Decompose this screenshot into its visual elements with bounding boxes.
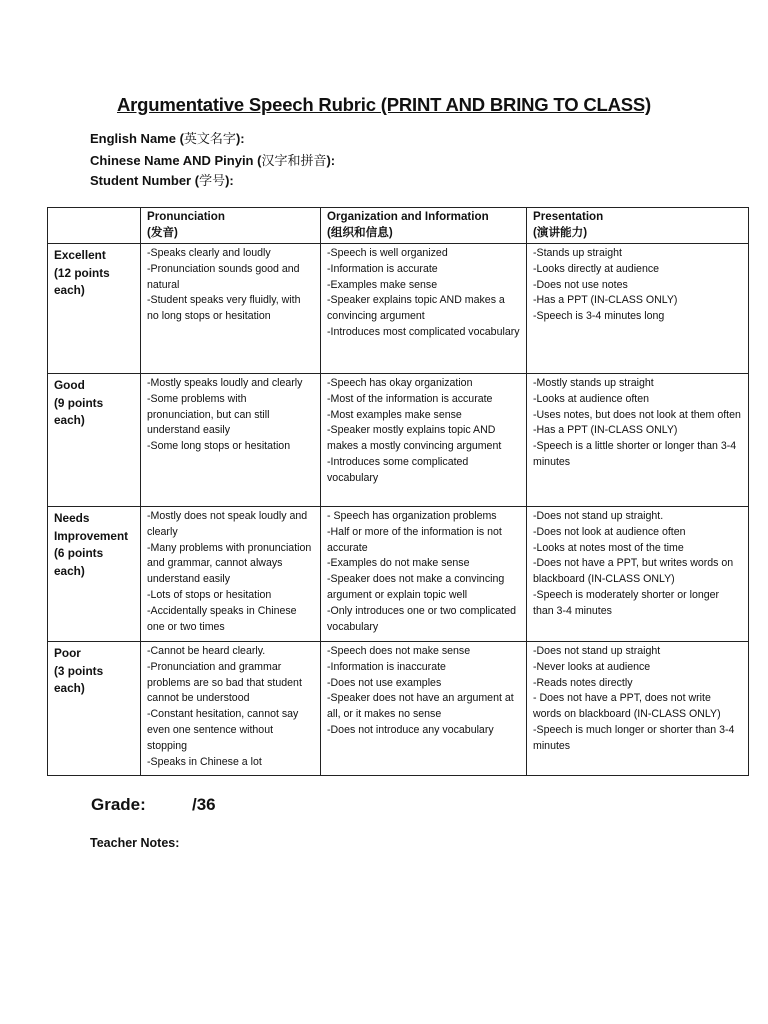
criterion-item: -Does not look at audience often: [533, 525, 686, 538]
criterion-item: -Looks directly at audience: [533, 262, 660, 275]
criterion-item: -Examples do not make sense: [327, 557, 470, 570]
criterion-item: -Many problems with pronunciation and grammar, cannot always understand easily: [147, 541, 312, 586]
header-empty-cell: [48, 208, 141, 244]
criterion-item: -Never looks at audience: [533, 660, 651, 673]
organization-cell: [321, 244, 527, 374]
criterion-item: -Reads notes directly: [533, 676, 633, 689]
english-name-label: English Name (: [90, 131, 184, 146]
criterion-item: -Speech has okay organization: [327, 377, 473, 389]
criterion-item: -Speaker mostly explains topic AND makes a mostly convincing argument: [327, 424, 502, 453]
presentation-cell: [527, 507, 749, 642]
organization-cell: [321, 507, 527, 642]
criterion-item: -Speech is much longer or shorter than 3-4 minutes: [533, 723, 735, 752]
pronunciation-cell: [141, 507, 321, 642]
criterion-item: -Information is inaccurate: [327, 660, 446, 673]
header-row: [48, 208, 749, 244]
criterion-item: -Mostly speaks loudly and clearly: [147, 377, 303, 389]
grade-label: Grade:: [91, 795, 146, 814]
level-name: Needs Improvement: [54, 511, 129, 543]
rubric-table: [47, 207, 749, 776]
table-row: [48, 507, 749, 642]
criterion-item: -Introduces most complicated vocabulary: [327, 325, 520, 338]
level-cell: [48, 507, 141, 642]
criterion-item: -Does not introduce any vocabulary: [327, 723, 494, 736]
criterion-item: -Does not have a PPT, but writes words on blackboard (IN-CLASS ONLY): [533, 557, 734, 586]
criterion-item: -Information is accurate: [327, 262, 438, 275]
presentation-cell: [527, 642, 749, 776]
criterion-item: -Looks at audience often: [533, 392, 650, 405]
criterion-item: -Speaker explains topic AND makes a convincing argument: [327, 294, 505, 323]
grade-line: [91, 795, 216, 815]
chinese-name-label: Chinese Name AND Pinyin (: [90, 153, 262, 168]
header-organization-name: Organization and Information: [327, 210, 489, 223]
level-each: each): [54, 563, 85, 578]
criterion-item: -Some problems with pronunciation, but can still understand easily: [147, 392, 270, 437]
criterion-item: -Constant hesitation, cannot say even one sentence without stopping: [147, 708, 299, 752]
header-organization-cn: (组织和信息): [327, 226, 393, 239]
criterion-item: -Speech is a little shorter or longer than 3-4 minutes: [533, 440, 737, 468]
english-name-chinese: 英文名字: [183, 132, 236, 147]
level-each: each): [54, 413, 85, 427]
chinese-name-field: [90, 150, 335, 169]
header-pronunciation-name: Pronunciation: [147, 210, 225, 223]
level-cell: [48, 244, 141, 374]
teacher-notes-label: Teacher Notes:: [90, 836, 180, 850]
criterion-item: - Speech has organization problems: [327, 510, 497, 522]
criterion-item: -Introduces some complicated vocabulary: [327, 455, 469, 484]
criterion-item: -Speech is moderately shorter or longer than 3-4 minutes: [533, 588, 720, 617]
header-organization: [321, 208, 527, 244]
table-row: [48, 642, 749, 776]
criterion-item: -Only introduces one or two complicated vocabulary: [327, 604, 517, 633]
criterion-item: -Most of the information is accurate: [327, 392, 493, 405]
level-points: (12 points: [54, 265, 110, 280]
criterion-item: -Mostly does not speak loudly and clearly: [147, 510, 308, 538]
criterion-item: -Speaks clearly and loudly: [147, 247, 271, 259]
header-pronunciation-cn: (发音): [147, 226, 178, 239]
criterion-item: -Mostly stands up straight: [533, 377, 654, 389]
level-each: each): [54, 283, 85, 297]
student-number-end: ):: [225, 173, 234, 188]
criterion-item: -Examples make sense: [327, 278, 438, 291]
pronunciation-cell: [141, 244, 321, 374]
criterion-item: -Uses notes, but does not look at them often: [533, 408, 741, 421]
level-points: (6 points: [54, 546, 104, 560]
criterion-item: -Looks at notes most of the time: [533, 541, 684, 554]
criterion-item: -Speech does not make sense: [327, 645, 471, 657]
criterion-item: -Some long stops or hesitation: [147, 440, 291, 453]
header-pronunciation: [141, 208, 321, 244]
criterion-item: -Does not stand up straight: [533, 645, 661, 657]
level-cell: [48, 642, 141, 776]
criterion-item: -Speaker does not have an argument at all, or it makes no sense: [327, 692, 514, 721]
chinese-name-end: ):: [326, 153, 336, 168]
level-name: Excellent: [54, 248, 106, 262]
level-name: Good: [54, 378, 85, 392]
criterion-item: -Does not use notes: [533, 278, 628, 291]
criterion-item: -Speaker does not make a convincing argument or explain topic well: [327, 573, 505, 601]
criterion-item: -Speaks in Chinese a lot: [147, 755, 262, 768]
organization-cell: [321, 642, 527, 776]
student-number-chinese: 学号: [199, 174, 226, 189]
criterion-item: -Cannot be heard clearly.: [147, 645, 266, 657]
english-name-end: ):: [235, 131, 245, 146]
criterion-item: -Lots of stops or hesitation: [147, 588, 272, 601]
organization-cell: [321, 374, 527, 507]
level-points: (3 points: [54, 663, 104, 678]
criterion-item: -Accidentally speaks in Chinese one or two times: [147, 604, 297, 633]
english-name-field: [90, 128, 245, 147]
criterion-item: - Does not have a PPT, does not write words on blackboard (IN-CLASS ONLY): [533, 692, 721, 721]
level-points: (9 points: [54, 395, 104, 410]
pronunciation-cell: [141, 374, 321, 507]
level-name: Poor: [54, 646, 81, 660]
criterion-item: -Stands up straight: [533, 247, 622, 259]
level-each: each): [54, 681, 85, 695]
presentation-cell: [527, 244, 749, 374]
criterion-item: -Does not use examples: [327, 676, 442, 689]
student-number-label: Student Number (: [90, 173, 200, 188]
header-presentation-cn: (演讲能力): [533, 226, 588, 239]
criterion-item: -Student speaks very fluidly, with no long stops or hesitation: [147, 294, 301, 323]
header-presentation: [527, 208, 749, 244]
pronunciation-cell: [141, 642, 321, 776]
presentation-cell: [527, 374, 749, 507]
level-cell: [48, 374, 141, 507]
criterion-item: -Pronunciation sounds good and natural: [147, 262, 300, 291]
document-title: Argumentative Speech Rubric (PRINT AND BRING TO CLASS): [117, 94, 651, 115]
criterion-item: -Has a PPT (IN-CLASS ONLY): [533, 294, 678, 307]
criterion-item: -Does not stand up straight.: [533, 510, 664, 522]
criterion-item: -Has a PPT (IN-CLASS ONLY): [533, 424, 678, 437]
criterion-item: -Speech is 3-4 minutes long: [533, 310, 665, 323]
criterion-item: -Pronunciation and grammar problems are so bad that student cannot be understood: [147, 660, 302, 705]
table-row: [48, 374, 749, 507]
student-number-field: [90, 170, 234, 189]
chinese-name-chinese: 汉字和拼音: [261, 154, 327, 169]
criterion-item: -Most examples make sense: [327, 408, 462, 421]
criterion-item: -Half or more of the information is not accurate: [327, 525, 502, 554]
table-row: [48, 244, 749, 374]
header-presentation-name: Presentation: [533, 210, 604, 223]
criterion-item: -Speech is well organized: [327, 247, 448, 259]
grade-score: /36: [192, 795, 216, 814]
